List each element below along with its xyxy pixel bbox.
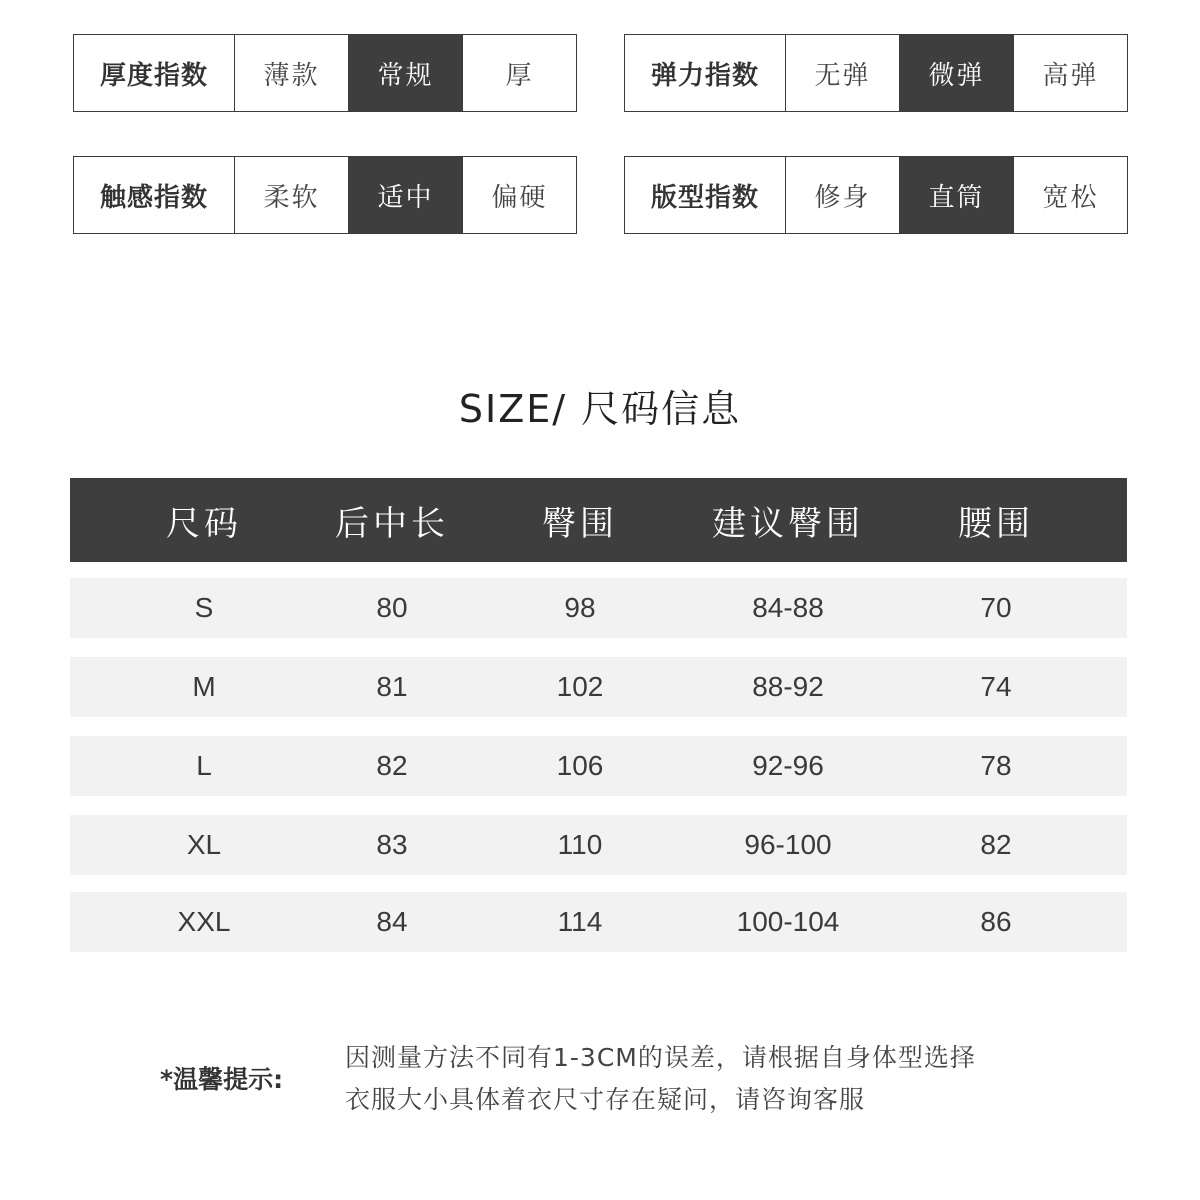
index-label: 触感指数 bbox=[74, 157, 235, 233]
table-cell: XL bbox=[186, 829, 222, 860]
index-option-selected: 适中 bbox=[348, 157, 462, 233]
table-cell: 82 bbox=[980, 829, 1012, 860]
tips-label: *温馨提示: bbox=[160, 1065, 284, 1094]
thickness-index bbox=[73, 34, 577, 112]
table-cell: 83 bbox=[376, 829, 408, 860]
table-cell: 102 bbox=[556, 671, 604, 702]
table-cell: 78 bbox=[980, 750, 1012, 781]
index-option: 宽松 bbox=[1013, 157, 1127, 233]
touch-index bbox=[73, 156, 577, 234]
header-cell-back-length: 后中长 bbox=[335, 503, 449, 544]
tips-text: 衣服大小具体着衣尺寸存在疑问，请咨询客服 bbox=[345, 1085, 866, 1114]
table-cell: 74 bbox=[980, 671, 1012, 702]
index-option: 偏硬 bbox=[462, 157, 576, 233]
header-cell-suggested-hip: 建议臀围 bbox=[712, 503, 864, 544]
table-row bbox=[70, 892, 1127, 952]
table-cell: 110 bbox=[557, 829, 603, 860]
table-cell: L bbox=[196, 750, 212, 781]
table-cell: 92-96 bbox=[752, 750, 824, 781]
table-cell: 86 bbox=[980, 906, 1012, 937]
table-cell: 100-104 bbox=[736, 906, 840, 937]
table-row bbox=[70, 736, 1127, 796]
table-cell: 106 bbox=[556, 750, 604, 781]
index-label: 版型指数 bbox=[625, 157, 786, 233]
size-section-title: SIZE/ 尺码信息 bbox=[458, 387, 742, 431]
index-label: 厚度指数 bbox=[74, 35, 235, 111]
index-option: 柔软 bbox=[263, 182, 320, 213]
index-option-selected: 直筒 bbox=[899, 157, 1013, 233]
fit-index bbox=[624, 156, 1128, 234]
header-cell-hip: 臀围 bbox=[542, 503, 618, 544]
table-cell: 70 bbox=[980, 592, 1012, 623]
header-cell-size: 尺码 bbox=[166, 503, 242, 544]
index-label: 弹力指数 bbox=[625, 35, 786, 111]
table-row bbox=[70, 815, 1127, 875]
index-option-selected: 常规 bbox=[348, 35, 462, 111]
elasticity-index bbox=[624, 34, 1128, 112]
table-cell: M bbox=[192, 671, 216, 702]
index-option: 薄款 bbox=[263, 60, 320, 91]
index-option: 修身 bbox=[814, 182, 871, 213]
table-cell: 82 bbox=[376, 750, 408, 781]
index-option: 无弹 bbox=[814, 60, 871, 91]
tips-text: 因测量方法不同有1-3CM的误差，请根据自身体型选择 bbox=[345, 1043, 976, 1072]
table-row bbox=[70, 578, 1127, 638]
index-option: 高弹 bbox=[1013, 35, 1127, 111]
size-table-header bbox=[70, 478, 1127, 562]
table-cell: 98 bbox=[564, 592, 596, 623]
table-cell: 80 bbox=[376, 592, 408, 623]
table-cell: 84-88 bbox=[752, 592, 824, 623]
index-option: 厚 bbox=[462, 35, 576, 111]
table-cell: 88-92 bbox=[752, 671, 824, 702]
table-row bbox=[70, 657, 1127, 717]
table-cell: 114 bbox=[557, 906, 603, 937]
table-cell: XXL bbox=[177, 906, 231, 937]
header-cell-waist: 腰围 bbox=[958, 503, 1034, 544]
table-cell: 81 bbox=[376, 671, 408, 702]
index-option-selected: 微弹 bbox=[899, 35, 1013, 111]
table-cell: 96-100 bbox=[744, 829, 832, 860]
table-cell: 84 bbox=[376, 906, 408, 937]
table-cell: S bbox=[194, 592, 214, 623]
